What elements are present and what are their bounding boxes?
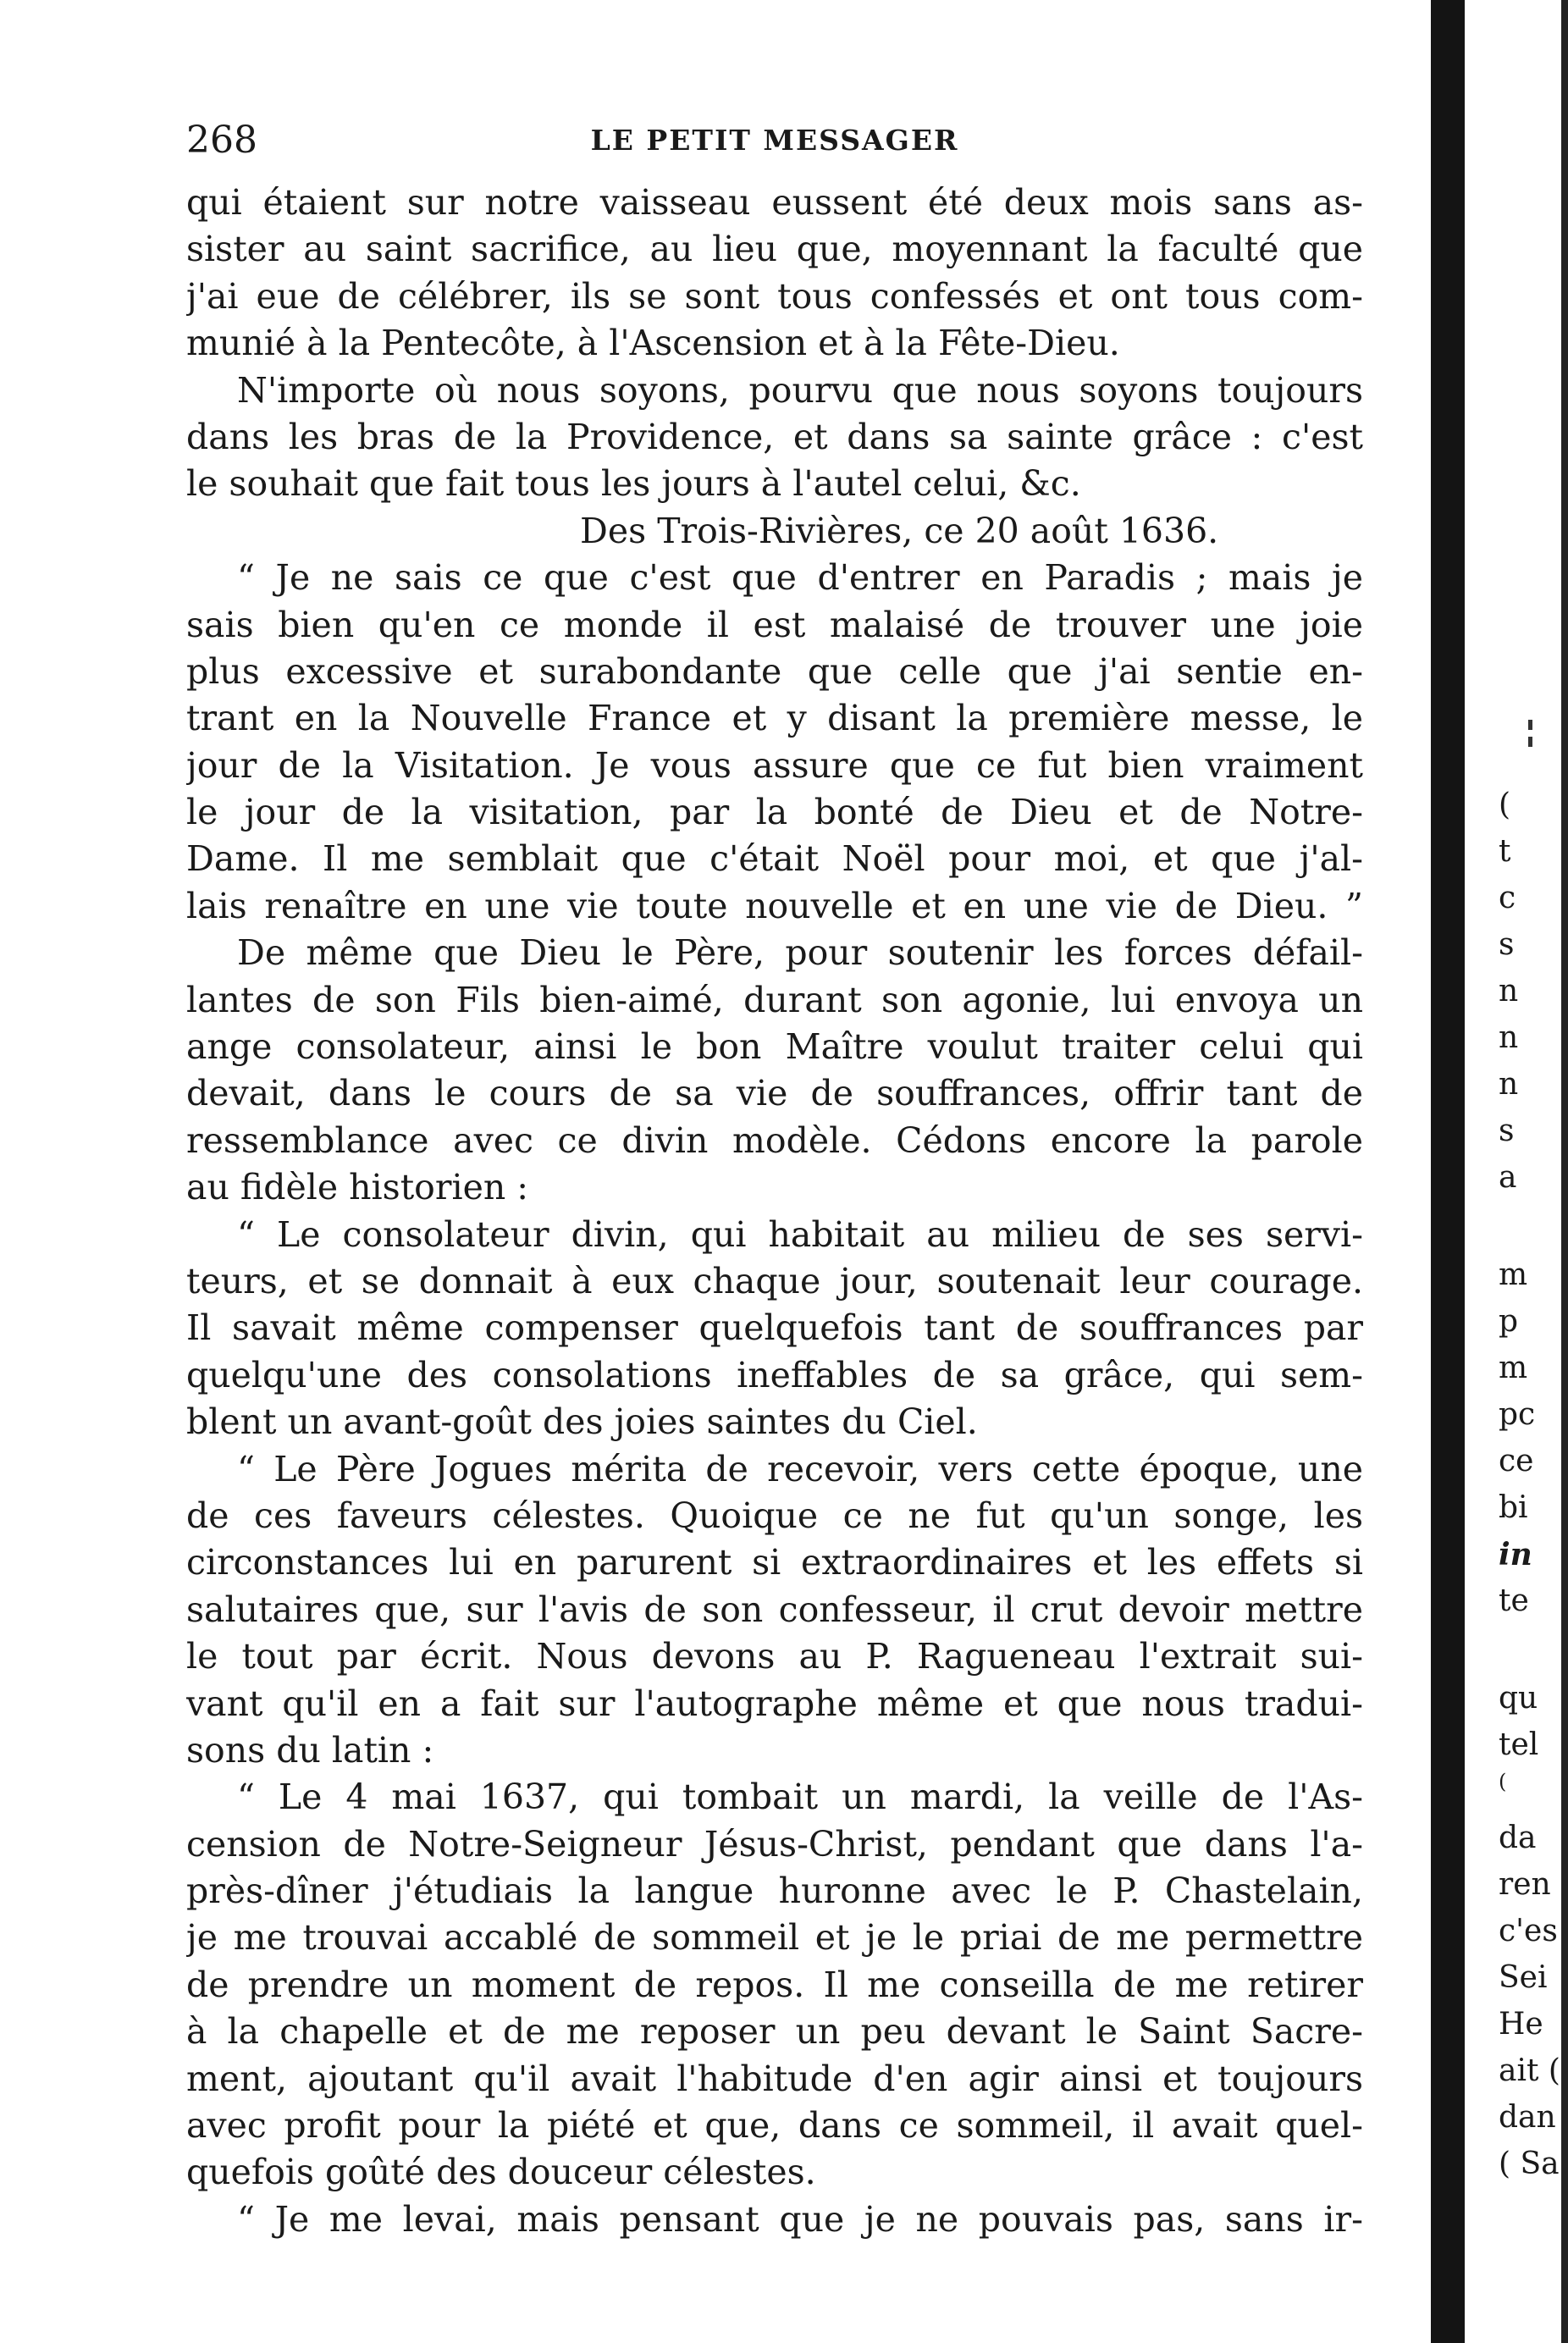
fragment: Sei xyxy=(1499,1960,1548,1995)
text-line: j'ai eue de célébrer, ils se sont tous confessés et ont tous com- xyxy=(186,275,1363,317)
text-line: “ Le Père Jogues mérita de recevoir, vers cette époque, une xyxy=(237,1448,1363,1489)
fragment: da xyxy=(1499,1821,1537,1855)
text-line: salutaires que, sur l'avis de son confesseur, il crut devoir mettre xyxy=(186,1589,1363,1630)
text-line: blent un avant-goût des joies saintes du Ciel. xyxy=(186,1401,978,1443)
text-line: N'importe où nous soyons, pourvu que nous soyons toujours xyxy=(237,369,1363,411)
fragment: ( Sa xyxy=(1499,2147,1560,2181)
text-line: sons du latin : xyxy=(186,1729,434,1771)
text-line: trant en la Nouvelle France et y disant la première messe, le xyxy=(186,698,1363,739)
fragment: pc xyxy=(1499,1397,1536,1432)
text-line: “ Le 4 mai 1637, qui tombait un mardi, la veille de l'As- xyxy=(237,1777,1363,1818)
text-line: qui étaient sur notre vaisseau eussent été deux mois sans as- xyxy=(186,182,1363,223)
fragment: He xyxy=(1499,2007,1543,2042)
text-line: ressemblance avec ce divin modèle. Cédons encore la parole xyxy=(186,1119,1363,1161)
text-line: quelqu'une des consolations ineffables de sa grâce, qui sem- xyxy=(186,1354,1363,1395)
text-line: le jour de la visitation, par la bonté de Dieu et de Notre- xyxy=(186,792,1363,833)
text-line: près-dîner j'étudiais la langue huronne avec le P. Chastelain, xyxy=(186,1871,1363,1912)
fragment: c'es xyxy=(1499,1914,1558,1948)
text-line: ange consolateur, ainsi le bon Maître voulut traiter celui qui xyxy=(186,1026,1363,1068)
text-line: “ Le consolateur divin, qui habitait au milieu de ses servi- xyxy=(237,1213,1363,1255)
text-line: dans les bras de la Providence, et dans sa sainte grâce : c'est xyxy=(186,416,1363,457)
text-line: teurs, et se donnait à eux chaque jour, soutenait leur courage. xyxy=(186,1260,1363,1301)
fragment: tel xyxy=(1499,1727,1539,1762)
fragment: n xyxy=(1499,1067,1519,1102)
text-line: je me trouvai accablé de sommeil et je le priai de me permettre xyxy=(186,1917,1363,1959)
fragment: ( xyxy=(1499,787,1511,822)
text-line: “ Je ne sais ce que c'est que d'entrer en Paradis ; mais je xyxy=(237,557,1363,599)
text-line: le tout par écrit. Nous devons au P. Ragueneau l'extrait sui- xyxy=(186,1636,1363,1677)
text-line: de prendre un moment de repos. Il me conseilla de me retirer xyxy=(186,1964,1363,2005)
dateline: Des Trois-Rivières, ce 20 août 1636. xyxy=(580,510,1219,551)
text-line: ment, ajoutant qu'il avait l'habitude d'en agir ainsi et toujours xyxy=(186,2058,1363,2099)
page-number: 268 xyxy=(186,119,257,162)
fragment: in xyxy=(1499,1537,1532,1572)
page-header xyxy=(186,119,1363,169)
fragment: qu xyxy=(1499,1681,1538,1716)
fragment: te xyxy=(1499,1583,1529,1618)
body-text xyxy=(186,180,1363,2243)
fragment: ( xyxy=(1499,1770,1507,1793)
page-edge xyxy=(1561,0,1568,2343)
text-line: plus excessive et surabondante que celle que j'ai sentie en- xyxy=(186,650,1363,692)
text-line: De même que Dieu le Père, pour soutenir les forces défail- xyxy=(237,932,1363,974)
fragment: ren xyxy=(1499,1867,1551,1902)
fragment: s xyxy=(1499,927,1515,962)
text-line: circonstances lui en parurent si extraordinaires et les effets si xyxy=(186,1542,1363,1583)
fragment: ce xyxy=(1499,1444,1534,1478)
fragment: n xyxy=(1499,1020,1519,1055)
text-line: lais renaître en une vie toute nouvelle et en une vie de Dieu. ” xyxy=(186,885,1363,926)
fragment: m xyxy=(1499,1351,1528,1385)
text-line: lantes de son Fils bien-aimé, durant son agonie, lui envoya un xyxy=(186,979,1363,1020)
text-line: munié à la Pentecôte, à l'Ascension et à la Fête-Dieu. xyxy=(186,323,1120,364)
fragment: p xyxy=(1499,1304,1519,1339)
text-line: quefois goûté des douceur célestes. xyxy=(186,2152,816,2193)
text-line: avec profit pour la piété et que, dans ce sommeil, il avait quel- xyxy=(186,2105,1363,2147)
text-line: cension de Notre-Seigneur Jésus-Christ, pendant que dans l'a- xyxy=(186,1823,1363,1865)
fragment: a xyxy=(1499,1160,1517,1195)
text-line: sais bien qu'en ce monde il est malaisé de trouver une joie xyxy=(186,604,1363,645)
text-line: Il savait même compenser quelquefois tant de souffrances par xyxy=(186,1307,1363,1349)
text-line: à la chapelle et de me reposer un peu devant le Saint Sacre- xyxy=(186,2011,1363,2053)
fragment: dan xyxy=(1499,2100,1556,2135)
text-line: devait, dans le cours de sa vie de souffrances, offrir tant de xyxy=(186,1073,1363,1114)
text-line: au fidèle historien : xyxy=(186,1167,529,1208)
text-line: Dame. Il me semblait que c'était Noël pour moi, et que j'al- xyxy=(186,838,1363,880)
text-line: jour de la Visitation. Je vous assure que ce fut bien vraiment xyxy=(186,744,1363,786)
fragment: c xyxy=(1499,881,1516,915)
binding-shadow xyxy=(1431,0,1465,2343)
text-line: vant qu'il en a fait sur l'autographe même et que nous tradui- xyxy=(186,1683,1363,1724)
adjacent-page-fragments xyxy=(1499,0,1568,2343)
text-line: sister au saint sacrifice, au lieu que, moyennant la faculté que xyxy=(186,229,1363,270)
fragment: n xyxy=(1499,974,1519,1008)
fragment: s xyxy=(1499,1113,1515,1148)
text-line: le souhait que fait tous les jours à l'autel celui, &c. xyxy=(186,463,1081,505)
fragment: m xyxy=(1499,1257,1528,1292)
fragment: ait ( xyxy=(1499,2053,1560,2088)
fragment: bi xyxy=(1499,1490,1528,1525)
running-title: LE PETIT MESSAGER xyxy=(590,124,959,157)
text-line: de ces faveurs célestes. Quoique ce ne fut qu'un songe, les xyxy=(186,1495,1363,1536)
text-line: “ Je me levai, mais pensant que je ne pouvais pas, sans ir- xyxy=(237,2198,1363,2240)
fragment: t xyxy=(1499,834,1511,869)
